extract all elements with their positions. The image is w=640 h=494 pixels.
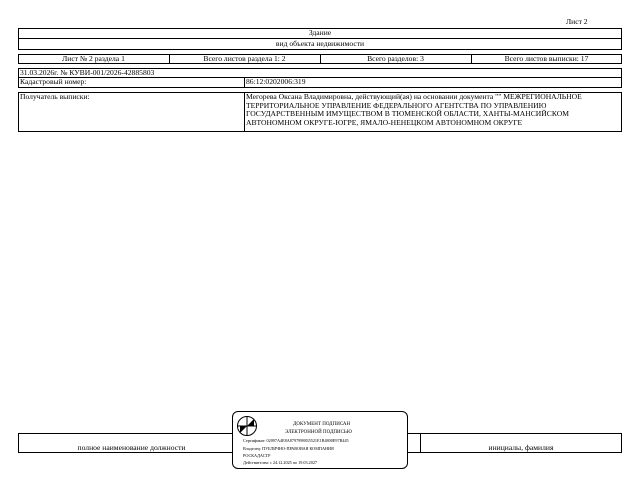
- object-title: Здание: [308, 28, 332, 37]
- extract-date-number: 31.03.2026г. № КУВИ-001/2026-42885803: [20, 68, 155, 77]
- stamp-cert: Сертификат: 02097A4E8A8797998835521E1B4800E97B445: [243, 438, 349, 443]
- position-label: полное наименование должности: [77, 443, 186, 452]
- stamp-valid: Действителен: с 24.12.2025 по 19.03.2027: [243, 460, 318, 465]
- stamp-line2: ЭЛЕКТРОННОЙ ПОДПИСЬЮ: [285, 430, 352, 435]
- stamp-line1: ДОКУМЕНТ ПОДПИСАН: [293, 422, 351, 427]
- cadastral-label: Кадастровый номер:: [20, 77, 87, 86]
- total-sheets-extract: Всего листов выписки: 17: [504, 54, 589, 63]
- object-subtitle: вид объекта недвижимости: [275, 39, 365, 48]
- total-sheets-section: Всего листов раздела 1: 2: [203, 54, 286, 63]
- sheet-of-section: Лист № 2 раздела 1: [62, 54, 125, 63]
- emblem-icon: [236, 415, 258, 437]
- stamp-owner2: РОСКАДАСТР: [243, 453, 271, 458]
- recipient-value: Мегорева Оксана Владимировна, действующий(ая) на основании документа "" МЕЖРЕГИОНАЛЬНОЕ ТЕРРИТОРИАЛЬНОЕ УПРАВЛЕНИЕ ФЕДЕРАЛЬНОГО АГЕНТСТВА ПО УПРАВЛЕНИЮ ГОСУДАРСТВЕННЫМ ИМУЩЕСТВОМ В ТЮМЕНСКОЙ ОБЛАСТИ, ХАНТЫ-МАНСИЙСКОМ АВТОНОМНОМ ОКРУГЕ-ЮГРЕ, ЯМАЛО-НЕНЕЦКОМ АВТОНОМНОМ ОКРУГЕ: [246, 92, 582, 128]
- cadastral-number: 86:12:0202006:319: [246, 77, 306, 86]
- recipient-label: Получатель выписки:: [20, 92, 90, 101]
- stamp-owner: Владелец: ПУБЛИЧНО-ПРАВОВАЯ КОМПАНИЯ: [243, 446, 334, 451]
- name-label: инициалы, фамилия: [488, 443, 554, 452]
- total-sections: Всего разделов: 3: [367, 54, 424, 63]
- sheet-label: Лист 2: [566, 17, 588, 26]
- electronic-signature-stamp: [232, 411, 408, 469]
